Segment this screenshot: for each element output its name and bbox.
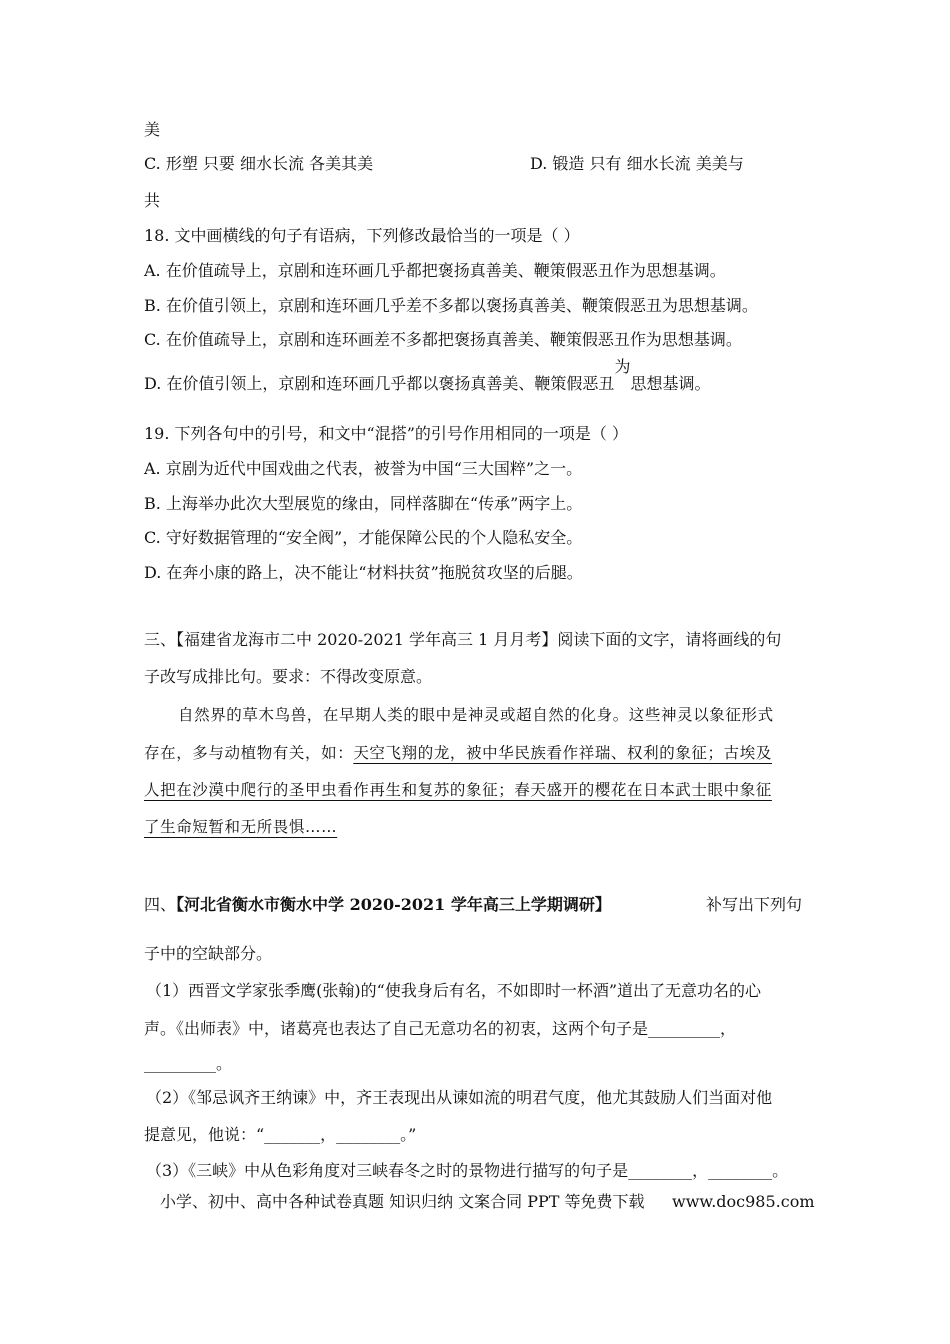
footer-text: 小学、初中、高中各种试卷真题 知识归纳 文案合同 PPT 等免费下载	[160, 1192, 645, 1211]
section4-instruction-cont: 子中的空缺部分。	[144, 944, 273, 963]
q4-3: （3）《三峡》中从色彩角度对三峡春冬之时的景物进行描写的句子是________，________。	[146, 1161, 789, 1180]
q18-option-d-raised: 为	[614, 357, 631, 376]
q19-option-d: D. 在奔小康的路上，决不能让“材料扶贫”拖脱贫攻坚的后腿。	[144, 563, 583, 582]
q18-option-d	[144, 357, 711, 394]
q4-1-line-3: _________。	[144, 1054, 233, 1073]
section4-instruction: 补写出下列句	[706, 895, 803, 914]
q18-option-b: B. 在价值引领上，京剧和连环画几乎差不多都以褒扬真善美、鞭策假恶丑为思想基调。	[144, 296, 758, 315]
q18-option-a: A. 在价值疏导上，京剧和连环画几乎都把褒扬真善美、鞭策假恶丑作为思想基调。	[144, 261, 726, 280]
section3-heading: 三、【福建省龙海市二中 2020-2021 学年高三 1 月月考】阅读下面的文字，请将画线的句	[144, 630, 782, 649]
q17-option-d-wrap: 共	[144, 191, 161, 210]
footer-url[interactable]: www.doc985.com	[672, 1192, 815, 1211]
q19-option-b: B. 上海举办此次大型展览的缘由，同样落脚在“传承”两字上。	[144, 494, 583, 513]
section4-number: 四、	[144, 895, 177, 914]
passage-underlined-end: 了生命短暂和无所畏惧……	[144, 818, 338, 836]
q18-option-d-post: 思想基调。	[630, 374, 711, 393]
q4-1-line-1: （1）西晋文学家张季鹰(张翰)的“使我身后有名，不如即时一杯酒”道出了无意功名的心	[146, 981, 762, 1000]
q19-question: 19. 下列各句中的引号，和文中“混搭”的引号作用相同的一项是（ ）	[144, 424, 628, 443]
q4-1-line-2: 声。《出师表》中，诸葛亮也表达了自己无意功名的初衷，这两个句子是_________，	[144, 1019, 737, 1038]
q4-2-line-2: 提意见，他说：“_______，________。”	[144, 1125, 417, 1144]
q18-option-d-pre: D. 在价值引领上，京剧和连环画几乎都以褒扬真善美、鞭策假恶丑	[144, 374, 615, 393]
q19-option-a: A. 京剧为近代中国戏曲之代表，被誉为中国“三大国粹”之一。	[144, 459, 583, 478]
section4-source: 【河北省衡水市衡水中学 2020-2021 学年高三上学期调研】	[176, 895, 611, 914]
q4-2-line-1: （2）《邹忌讽齐王纳谏》中，齐王表现出从谏如流的明君气度，他尤其鼓励人们当面对他	[146, 1088, 773, 1107]
passage-line-2	[144, 743, 772, 763]
q17-answer-tail: 美	[144, 120, 161, 139]
passage-underlined-mid: 人把在沙漠中爬行的圣甲虫看作再生和复苏的象征；春天盛开的樱花在日本武士眼中象征	[144, 781, 772, 799]
passage-line-1: 自然界的草木鸟兽，在早期人类的眼中是神灵或超自然的化身。这些神灵以象征形式	[178, 706, 774, 724]
q18-question: 18. 文中画横线的句子有语病，下列修改最恰当的一项是（ ）	[144, 226, 580, 245]
q17-option-c: C. 形塑 只要 细水长流 各美其美	[144, 154, 374, 173]
q19-option-c: C. 守好数据管理的“安全阀”，才能保障公民的个人隐私安全。	[144, 528, 583, 547]
q18-option-c: C. 在价值疏导上，京剧和连环画差不多都把褒扬真善美、鞭策假恶丑作为思想基调。	[144, 330, 742, 349]
q17-option-d: D. 锻造 只有 细水长流 美美与	[530, 154, 744, 173]
section3-heading-cont: 子改写成排比句。要求：不得改变原意。	[144, 667, 433, 686]
passage-underlined-start: 天空飞翔的龙，被中华民族看作祥瑞、权利的象征；古埃及	[353, 744, 772, 762]
section4-heading	[144, 895, 611, 915]
passage-line-2-plain: 存在，多与动植物有关，如：	[144, 744, 354, 762]
